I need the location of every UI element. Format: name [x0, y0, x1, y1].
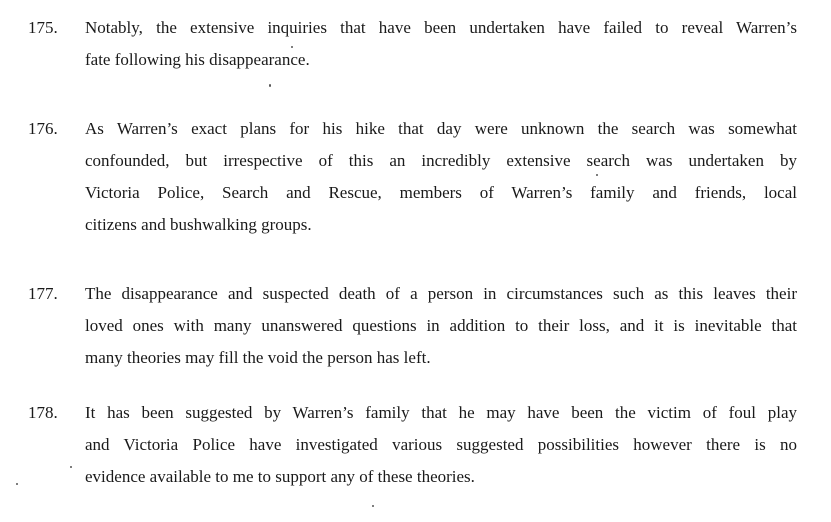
paragraph-text	[85, 397, 797, 493]
paragraph-line: loved ones with many unanswered questions in addition to their loss, and it is inevitable that	[85, 316, 797, 335]
paragraph-number: 178.	[28, 403, 58, 422]
paragraph-line: The disappearance and suspected death of a person in circumstances such as this leaves their	[85, 284, 797, 303]
scan-speck	[291, 46, 293, 48]
scan-speck	[70, 466, 72, 468]
paragraph-line: fate following his disappearance.	[85, 50, 310, 69]
paragraph-line: many theories may fill the void the person has left.	[85, 348, 431, 367]
paragraph-text	[85, 113, 797, 241]
scan-speck	[596, 174, 598, 176]
paragraph-line: As Warren’s exact plans for his hike that day were unknown the search was somewhat	[85, 119, 797, 138]
paragraph-line: Notably, the extensive inquiries that have been undertaken have failed to reveal Warren’s	[85, 18, 797, 37]
paragraph-line: Victoria Police, Search and Rescue, members of Warren’s family and friends, local	[85, 183, 797, 202]
paragraph-line: citizens and bushwalking groups.	[85, 215, 312, 234]
paragraph-text	[85, 12, 797, 76]
paragraph-text	[85, 278, 797, 374]
paragraph-line: evidence available to me to support any of these theories.	[85, 467, 475, 486]
paragraph-line: confounded, but irrespective of this an incredibly extensive search was undertaken by	[85, 151, 797, 170]
paragraph-number: 176.	[28, 119, 58, 138]
scan-speck	[269, 84, 271, 87]
paragraph-line: It has been suggested by Warren’s family that he may have been the victim of foul play	[85, 403, 797, 422]
paragraph-number: 177.	[28, 284, 58, 303]
scan-speck	[372, 505, 374, 507]
scan-speck	[16, 483, 18, 485]
paragraph-line: and Victoria Police have investigated various suggested possibilities however there is no	[85, 435, 797, 454]
paragraph-number: 175.	[28, 18, 58, 37]
